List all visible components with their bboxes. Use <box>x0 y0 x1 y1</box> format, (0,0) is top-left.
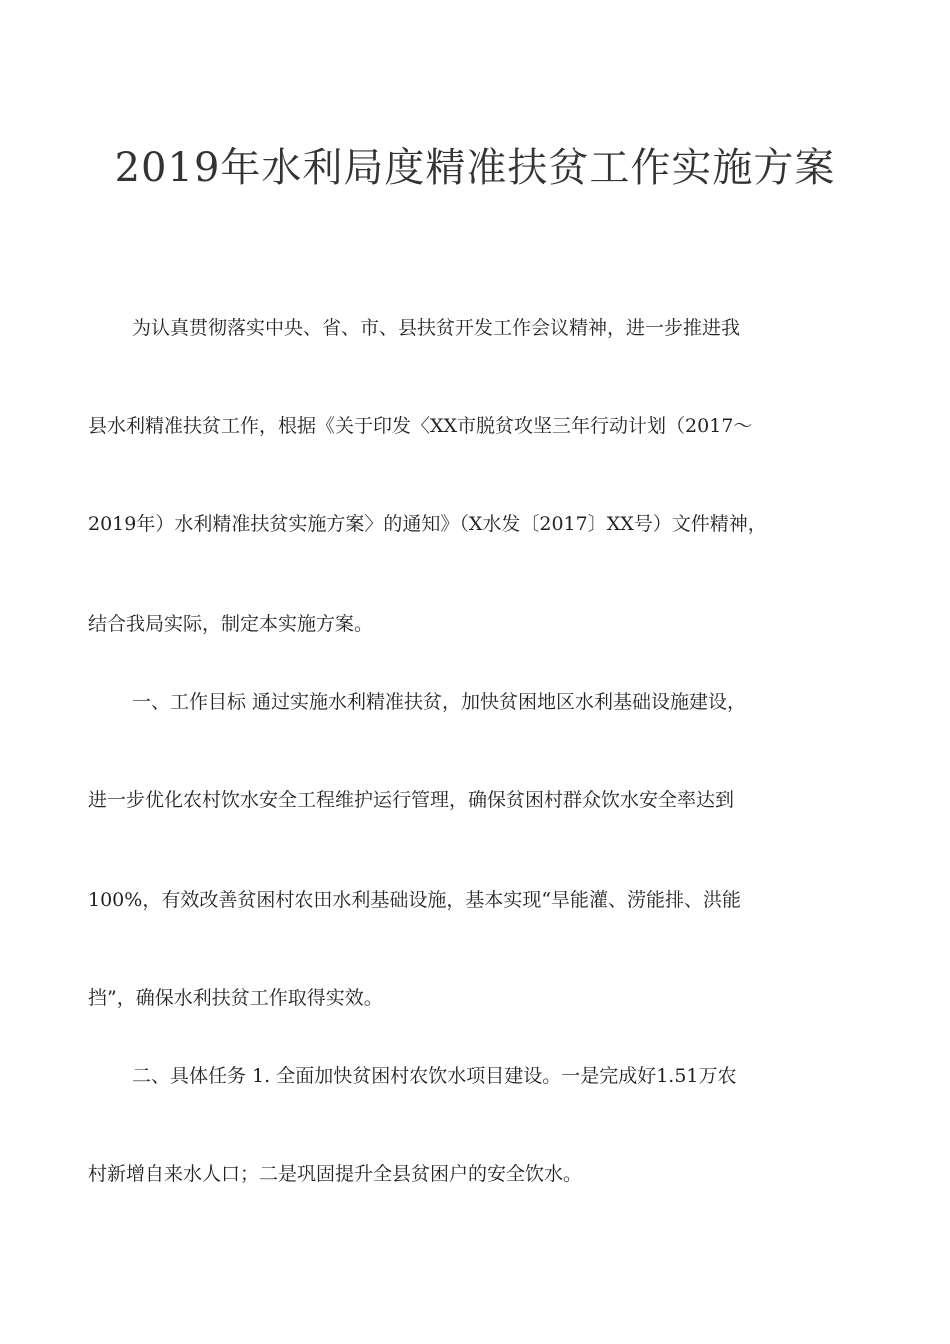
paragraph-line: 挡”，确保水利扶贫工作取得实效。 <box>88 987 383 1009</box>
paragraph-line: 结合我局实际，制定本实施方案。 <box>88 613 374 635</box>
document-title: 2019年水利局度精准扶贫工作实施方案 <box>114 145 836 191</box>
paragraph-line: 县水利精准扶贫工作，根据《关于印发〈XX市脱贫攻坚三年行动计划（2017～ <box>88 415 753 437</box>
paragraph-line: 进一步优化农村饮水安全工程维护运行管理，确保贫困村群众饮水安全率达到 <box>88 789 735 811</box>
paragraph-line: 为认真贯彻落实中央、省、市、县扶贫开发工作会议精神，进一步推进我 <box>132 317 741 339</box>
paragraph-line: 村新增自来水人口；二是巩固提升全县贫困户的安全饮水。 <box>88 1163 583 1185</box>
paragraph-line: 100%，有效改善贫困村农田水利基础设施，基本实现“旱能灌、涝能排、洪能 <box>88 889 742 911</box>
paragraph-line: 二、具体任务 1. 全面加快贫困村农饮水项目建设。一是完成好1.51万农 <box>132 1065 737 1087</box>
paragraph-line: 一、工作目标 通过实施水利精准扶贫，加快贫困地区水利基础设施建设， <box>132 691 747 713</box>
paragraph-line: 2019年）水利精准扶贫实施方案〉的通知》（X水发〔2017〕XX号）文件精神， <box>88 513 767 535</box>
